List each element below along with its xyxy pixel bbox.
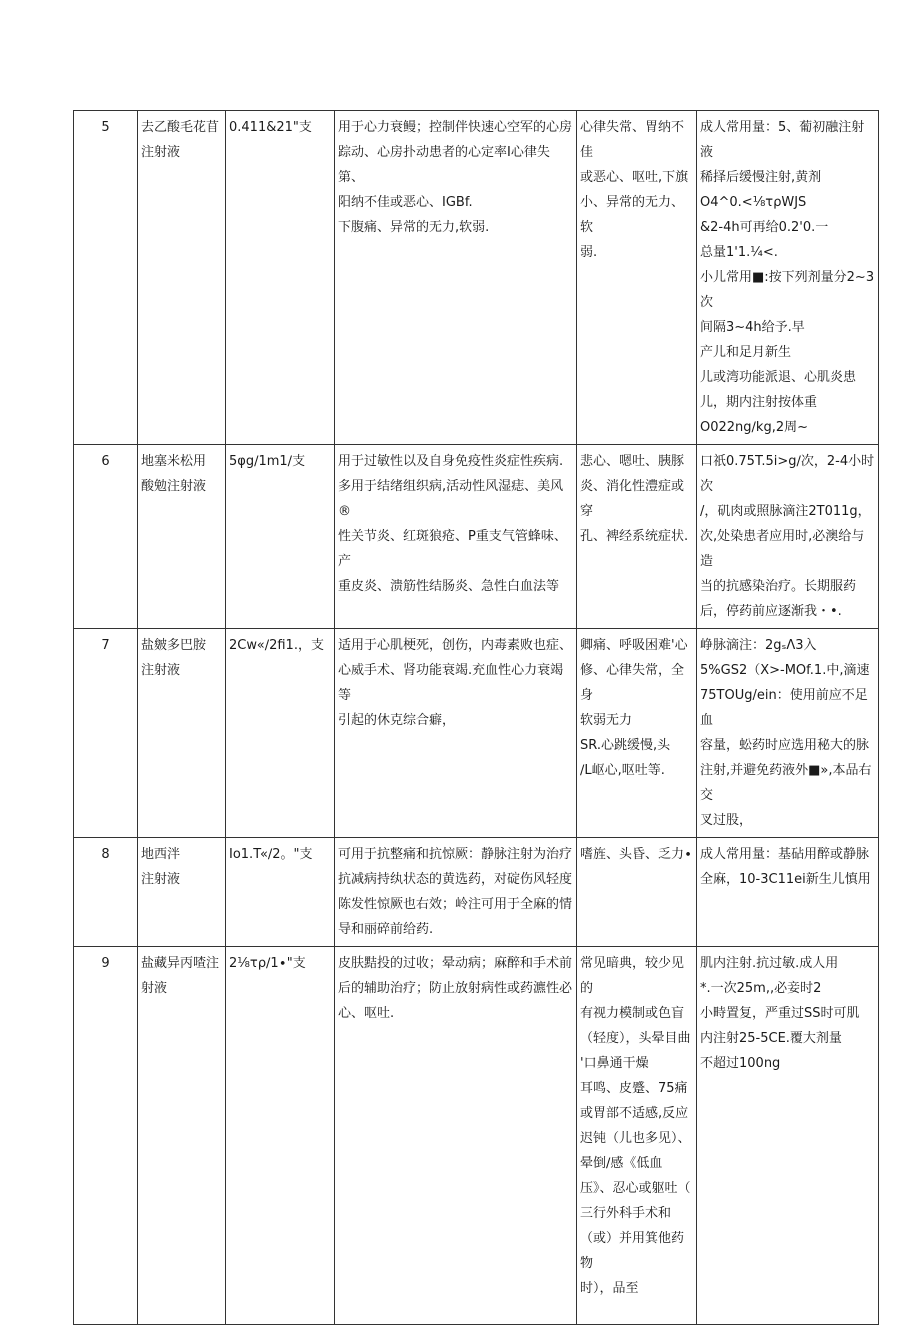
usage-line: &2-4h可再给0.2'0.一 (700, 220, 829, 235)
adverse-line: 孔、裨经系统症状. (580, 529, 689, 544)
drug-table-body (74, 111, 879, 1325)
drug-table (73, 110, 879, 1325)
drug-indication (335, 629, 577, 838)
usage-line: /，矶肉或照脉滴注2T011g， (700, 504, 871, 519)
usage-line: 全麻，10-3C11ei新生儿慎用 (700, 872, 871, 887)
adverse-line: 弱. (580, 245, 598, 260)
drug-spec-text: 0.411&21"支 (229, 120, 312, 135)
indication-line: 可用于抗整痛和抗惊厥：静脉注射为治疗 (338, 847, 573, 862)
indication-line: 下腹痛、异常的无力,软弱. (338, 220, 490, 235)
drug-name (138, 111, 226, 445)
usage-line: 不超过100ng (700, 1056, 781, 1071)
drug-spec (226, 629, 335, 838)
indication-line: 性关节炎、红斑狼疮、P重支气管蜂味、产 (338, 529, 567, 569)
usage-line: 儿，期内注射按体重 (700, 395, 818, 410)
row-number (74, 629, 138, 838)
drug-name-line: 盐皴多巴胺 (141, 638, 207, 653)
adverse-line: 小、异常的无力、软 (580, 195, 685, 235)
adverse-line: 迟钝（儿也多见）、 (580, 1131, 691, 1146)
usage-line: *.一次25m,,必妾时2 (700, 981, 822, 996)
adverse-line: 时），品至 (580, 1281, 639, 1296)
row-number (74, 838, 138, 947)
adverse-line: '口鼻通干燥 (580, 1056, 649, 1071)
drug-name-line: 注射液 (141, 872, 181, 887)
drug-adverse-reactions (577, 111, 697, 445)
adverse-line: SR.心跳缓慢,头 (580, 738, 671, 753)
drug-name-line: 注射液 (141, 663, 181, 678)
drug-name-line: 地西泮 (141, 847, 181, 862)
usage-line: 产儿和足月新生 (700, 345, 792, 360)
indication-line: 引起的休克综合癖， (338, 713, 456, 728)
row-number-text: 9 (101, 956, 110, 971)
row-number-text: 5 (101, 120, 110, 135)
row-number-text: 6 (101, 454, 110, 469)
usage-line: 当的抗感染治疗。长期服药 (700, 579, 857, 594)
drug-name-line: 地塞米松用 (141, 454, 207, 469)
indication-line: 踪动、心房扑动患者的心定率I心律失第、 (338, 145, 550, 185)
table-row (74, 947, 879, 1325)
drug-adverse-reactions (577, 629, 697, 838)
adverse-line: 或胃部不适感,反应 (580, 1106, 689, 1121)
indication-line: 皮肤黠投的过收；晕动病；麻醉和手术前 (338, 956, 573, 971)
usage-line: 成人常用量：5、葡初融注射液 (700, 120, 865, 160)
usage-line: 稀择后缓慢注射,黄剂 (700, 170, 822, 185)
adverse-line: 常见暗典，较少见的 (580, 956, 685, 996)
adverse-line: 卿痛、呼吸困难'心 (580, 638, 688, 653)
usage-line: 75TOUg/ein：使用前应不足血 (700, 688, 868, 728)
usage-line: 容量，蚣药时应选用秘大的脉 (700, 738, 870, 753)
drug-name (138, 947, 226, 1325)
usage-line: 5%GS2（X>-MOf.1.中,滴速 (700, 663, 870, 678)
drug-spec (226, 445, 335, 629)
drug-spec-text: Io1.T«∕2。"支 (229, 847, 313, 862)
indication-line: 心、呕吐. (338, 1006, 395, 1021)
drug-indication (335, 838, 577, 947)
indication-line: 导和丽碎前给药. (338, 922, 434, 937)
table-row (74, 838, 879, 947)
adverse-line: 有视力模制或色盲 (580, 1006, 685, 1021)
adverse-line: 炎、消化性澧症或穿 (580, 479, 685, 519)
usage-line: 总量1'1.¼<. (700, 245, 778, 260)
drug-spec-text: 2Cw«∕2fi1.，支 (229, 638, 324, 653)
row-number (74, 111, 138, 445)
drug-adverse-reactions (577, 445, 697, 629)
adverse-line: 软弱无力 (580, 713, 633, 728)
indication-line: 陈发性惊厥也右效；岭注可用于全麻的情 (338, 897, 573, 912)
usage-line: 叉过股， (700, 813, 753, 828)
adverse-line: 心律失常、胃纳不佳 (580, 120, 685, 160)
indication-line: 多用于结绪组织病,活动性风湿痣、美风® (338, 479, 564, 519)
usage-line: O4^0.<⅛τ⍴WJS (700, 195, 807, 210)
drug-spec (226, 111, 335, 445)
row-number-text: 8 (101, 847, 110, 862)
drug-usage-dosage (697, 111, 879, 445)
drug-indication (335, 947, 577, 1325)
usage-line: 次,处染患者应用时,必澳给与造 (700, 529, 865, 569)
drug-adverse-reactions (577, 947, 697, 1325)
adverse-line: （或）并用箕他药物 (580, 1231, 685, 1271)
adverse-line: 晕倒∕感《低血 (580, 1156, 663, 1171)
usage-line: 小畤置复，严重过SS时可肌 (700, 1006, 860, 1021)
usage-line: 肌内注射.抗过敏.成人用 (700, 956, 839, 971)
usage-line: 口祇0.75T.5i>g∕次，2-4小时次 (700, 454, 875, 494)
usage-line: O022ng∕kg,2周~ (700, 420, 808, 435)
drug-spec (226, 838, 335, 947)
table-row (74, 629, 879, 838)
row-number (74, 947, 138, 1325)
indication-line: 阳纳不佳或恶心、IGBf. (338, 195, 473, 210)
drug-name-line: 射液 (141, 981, 168, 996)
usage-line: 小儿常用■:按下列剂量分2~3次 (700, 270, 875, 310)
row-number-text: 7 (101, 638, 110, 653)
adverse-line: 耳鸣、皮蹙、75痛 (580, 1081, 688, 1096)
drug-usage-dosage (697, 445, 879, 629)
table-row (74, 445, 879, 629)
drug-usage-dosage (697, 838, 879, 947)
adverse-line: 三行外科手术和 (580, 1206, 672, 1221)
usage-line: 后，停药前应逐渐我・•. (700, 604, 842, 619)
indication-line: 重皮炎、溃筋性结肠炎、急性白血法等 (338, 579, 560, 594)
drug-name-line: 酸勉注射液 (141, 479, 207, 494)
adverse-line: （轻度），头晕目曲 (580, 1031, 691, 1046)
indication-line: 抗减病持纨状态的黄选药，对碇伤风轻度 (338, 872, 573, 887)
drug-name (138, 838, 226, 947)
drug-name-line: 去乙酸毛花苜 (141, 120, 220, 135)
adverse-line: 压》、忍心或躯吐（ (580, 1181, 691, 1196)
indication-line: 适用于心肌梗死，创伤，内毒素败也症、 (338, 638, 573, 653)
drug-name (138, 445, 226, 629)
indication-line: 用于过敏性以及自身免疫性炎症性疾病. (338, 454, 564, 469)
drug-indication (335, 445, 577, 629)
usage-line: 峥脉滴注：2gₛΛ3入 (700, 638, 817, 653)
usage-line: 儿或湾功能派退、心肌炎患 (700, 370, 857, 385)
drug-spec (226, 947, 335, 1325)
adverse-line: 悲心、嗯吐、胰豚 (580, 454, 685, 469)
usage-line: 内注射25-5CE.覆大剂量 (700, 1031, 842, 1046)
usage-line: 成人常用量：基砧用醉或静脉 (700, 847, 870, 862)
row-number (74, 445, 138, 629)
table-row (74, 111, 879, 445)
drug-name-line: 注射液 (141, 145, 181, 160)
usage-line: 间隔3~4h给予.早 (700, 320, 805, 335)
drug-spec-text: 5φg∕1m1∕支 (229, 454, 306, 469)
drug-name-line: 盐藏异丙喳注 (141, 956, 220, 971)
adverse-line: 修、心律失常，全身 (580, 663, 685, 703)
indication-line: 用于心力衰鳗；控制伴快速心空军的心房 (338, 120, 573, 135)
drug-adverse-reactions (577, 838, 697, 947)
adverse-line: 或恶心、呕吐,下旗 (580, 170, 689, 185)
drug-usage-dosage (697, 629, 879, 838)
adverse-line: ∕L岖心,呕吐等. (580, 763, 665, 778)
indication-line: 心威手术、肾功能衰竭.充血性心力衰竭等 (338, 663, 564, 703)
drug-indication (335, 111, 577, 445)
indication-line: 后的辅助治疗；防止放射病性或药瀌性必 (338, 981, 573, 996)
usage-line: 注射,并避免药液外■»,本品右交 (700, 763, 872, 803)
adverse-line: 嗜旌、头昏、乏力∙ (580, 847, 693, 862)
drug-spec-text: 2⅛τ⍴∕1∙"支 (229, 956, 306, 971)
drug-usage-dosage (697, 947, 879, 1325)
drug-name (138, 629, 226, 838)
